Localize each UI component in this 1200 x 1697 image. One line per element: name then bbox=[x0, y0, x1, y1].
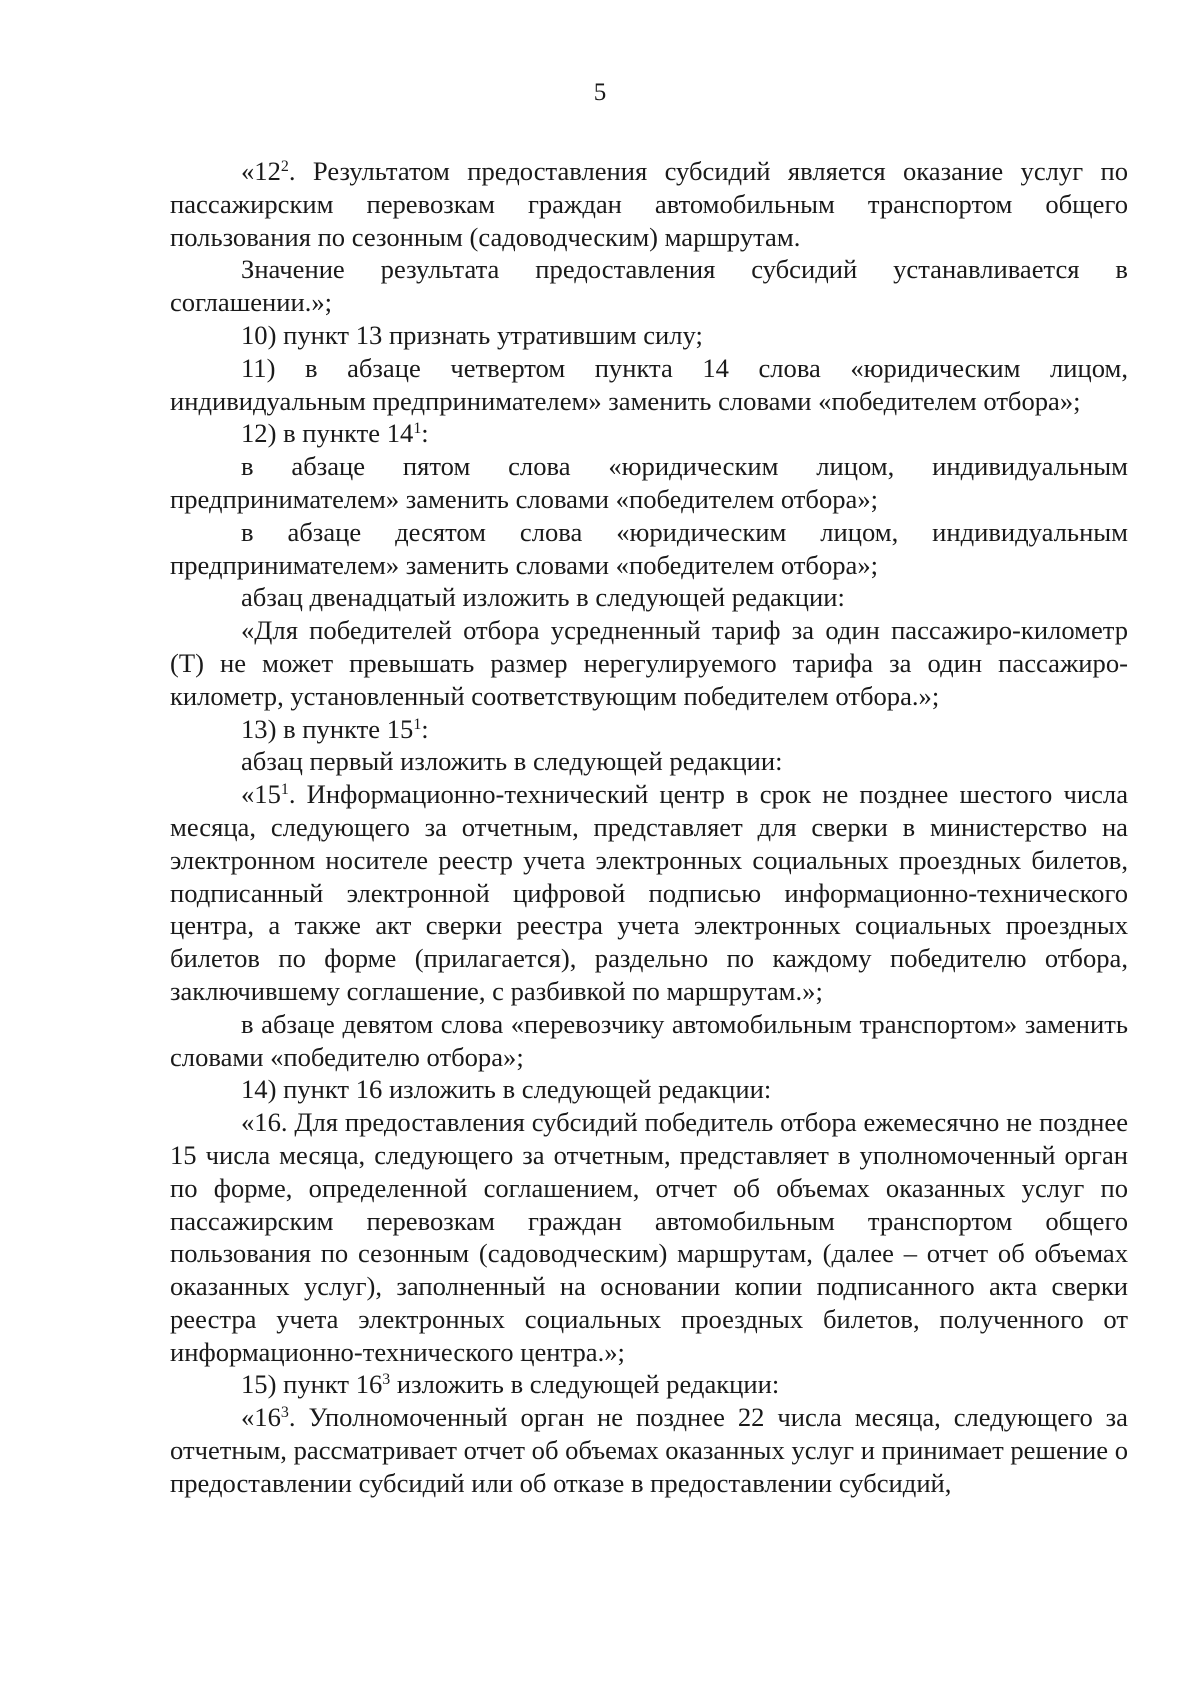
paragraph-abzac-1: абзац первый изложить в следующей редакции: bbox=[241, 746, 783, 777]
superscript: 1 bbox=[413, 420, 422, 438]
paragraph-item-10: 10) пункт 13 признать утратившим силу; bbox=[241, 319, 703, 350]
paragraph-abzac-12: абзац двенадцатый изложить в следующей редакции: bbox=[241, 582, 845, 613]
paragraph-result-value: Значение результата предоставления субсидий устанавливается в соглашении.»; bbox=[170, 254, 1128, 318]
paragraph-16: «16. Для предоставления субсидий победитель отбора ежемесячно не позднее 15 числа месяца, следующего за отчетным, представляет в уполномоченный орган по форме, определенной соглашением, отчет об объемах оказанных услуг по пассажирским перевозкам граждан автомобильным транспортом общего пользования по сезонным (садоводческим) маршрутам, (далее – отчет об объемах оказанных услуг), заполненный на основании копии подписанного акта сверки реестра учета электронных социальных проездных билетов, полученного от информационно-технического центра.»; bbox=[170, 1107, 1128, 1367]
paragraph-item-13: 13) в пункте $15^1$: bbox=[241, 713, 429, 744]
paragraph-abzac-5: в абзаце пятом слова «юридическим лицом, индивидуальным предпринимателем» заменить словами «победителем отбора»; bbox=[170, 451, 1128, 514]
superscript: 1 bbox=[280, 781, 289, 799]
superscript: 3 bbox=[280, 1404, 289, 1422]
paragraph-item-14: 14) пункт 16 изложить в следующей редакции: bbox=[241, 1074, 772, 1105]
paragraph-16-3: «$16^3$. Уполномоченный орган не позднее 22 числа месяца, следующего за отчетным, рассматривает отчет об объемах оказанных услуг и принимает решение о предоставлении субсидий или об отказе в предоставлении субсидий, bbox=[170, 1402, 1128, 1498]
document-body bbox=[170, 155, 1128, 1500]
paragraph-tariff: «Для победителей отбора усредненный тариф за один пассажиро-километр (Т) не может превышать размер нерегулируемого тарифа за один пассажиро-километр, установленный соответствующим победителем отбора.»; bbox=[170, 615, 1128, 711]
page-number: 5 bbox=[593, 79, 607, 106]
paragraph-abzac-10: в абзаце десятом слова «юридическим лицом, индивидуальным предпринимателем» заменить словами «победителем отбора»; bbox=[170, 516, 1128, 580]
superscript: 1 bbox=[413, 715, 422, 733]
paragraph-15-1: «$15^1$. Информационно-технический центр в срок не позднее шестого числа месяца, следующего за отчетным, представляет для сверки в министерство на электронном носителе реестр учета электронных социальных проездных билетов, подписанный электронной цифровой подписью информационно-технического центра, а также акт сверки реестра учета электронных социальных проездных билетов по форме (прилагается), раздельно по каждому победителю отбора, заключившему соглашение, с разбивкой по маршрутам.»; bbox=[170, 779, 1128, 1006]
paragraph-item-15: 15) пункт $16^3$ изложить в следующей редакции: bbox=[241, 1369, 780, 1400]
paragraph-item-11: 11) в абзаце четвертом пункта 14 слова «юридическим лицом, индивидуальным предпринимателем» заменить словами «победителем отбора»; bbox=[170, 352, 1128, 416]
superscript: 2 bbox=[280, 158, 289, 176]
paragraph-12-2: «$12^2$. Результатом предоставления субсидий является оказание услуг по пассажирским перевозкам граждан автомобильным транспортом общего пользования по сезонным (садоводческим) маршрутам. bbox=[170, 156, 1128, 252]
paragraph-item-12: 12) в пункте $14^1$: bbox=[241, 418, 429, 449]
paragraph-abzac-9: в абзаце девятом слова «перевозчику автомобильным транспортом» заменить словами «победителю отбора»; bbox=[170, 1008, 1128, 1072]
superscript: 3 bbox=[382, 1371, 391, 1389]
